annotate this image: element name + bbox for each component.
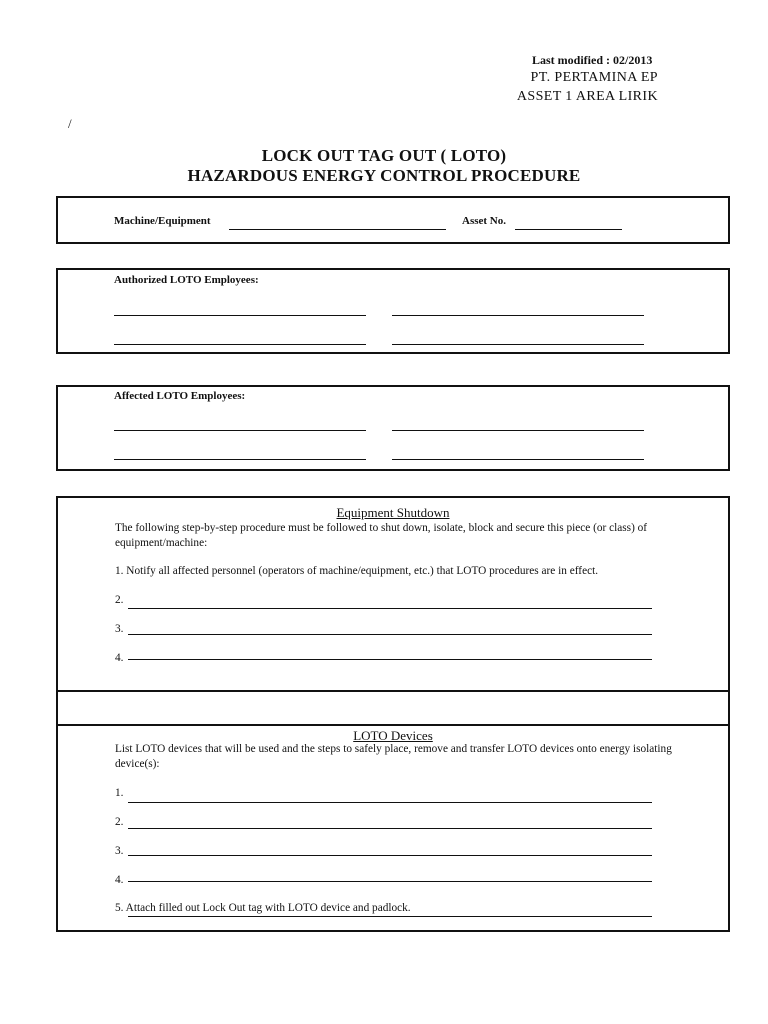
company-block <box>517 68 658 106</box>
device-step-5: 5. Attach filled out Lock Out tag with LOTO device and padlock. <box>115 902 411 914</box>
company-name: PT. PERTAMINA EP <box>530 70 658 85</box>
shutdown-step-2-field[interactable] <box>128 608 652 609</box>
loto-devices-intro: List LOTO devices that will be used and the steps to safely place, remove and transfer LOTO devices onto energy isolating device(s): <box>115 743 672 770</box>
equipment-box <box>56 196 730 244</box>
shutdown-step-3-field[interactable] <box>128 634 652 635</box>
authorized-employees-box <box>56 268 730 354</box>
machine-equipment-label: Machine/Equipment <box>114 215 211 227</box>
shutdown-step-2: 2. <box>115 594 124 606</box>
device-step-4-field[interactable] <box>128 881 652 882</box>
device-step-5-underline <box>128 916 652 917</box>
shutdown-step-3: 3. <box>115 623 124 635</box>
affected-employee-field-3[interactable] <box>114 459 366 460</box>
affected-employees-label: Affected LOTO Employees: <box>114 390 246 402</box>
affected-employee-field-1[interactable] <box>114 430 366 431</box>
asset-no-field[interactable] <box>515 229 622 230</box>
device-step-3-field[interactable] <box>128 855 652 856</box>
authorized-employee-field-2[interactable] <box>392 315 644 316</box>
slash-mark: / <box>68 116 72 131</box>
device-step-1: 1. <box>115 787 124 799</box>
device-step-2-field[interactable] <box>128 828 652 829</box>
loto-devices-box <box>56 724 730 932</box>
loto-devices-title: LOTO Devices <box>353 728 433 743</box>
shutdown-step-1: 1. Notify all affected personnel (operators of machine/equipment, etc.) that LOTO procedures are in effect. <box>115 565 599 577</box>
machine-equipment-field[interactable] <box>229 229 446 230</box>
authorized-employee-field-3[interactable] <box>114 344 366 345</box>
company-area: ASSET 1 AREA LIRIK <box>516 89 658 104</box>
device-step-4: 4. <box>115 874 124 886</box>
spacer-box <box>56 690 730 726</box>
affected-employees-box <box>56 385 730 471</box>
title-line-2: HAZARDOUS ENERGY CONTROL PROCEDURE <box>187 166 581 185</box>
title-line-1: LOCK OUT TAG OUT ( LOTO) <box>261 146 507 165</box>
affected-employee-field-4[interactable] <box>392 459 644 460</box>
shutdown-step-4-field[interactable] <box>128 659 652 660</box>
device-step-2: 2. <box>115 816 124 828</box>
equipment-shutdown-intro: The following step-by-step procedure must be followed to shut down, isolate, block and secure this piece (or class) of equipment/machine: <box>115 522 648 549</box>
authorized-employees-label: Authorized LOTO Employees: <box>114 274 259 286</box>
equipment-shutdown-title: Equipment Shutdown <box>336 505 450 520</box>
asset-no-label: Asset No. <box>462 215 506 227</box>
device-step-3: 3. <box>115 845 124 857</box>
equipment-shutdown-box <box>56 496 730 692</box>
authorized-employee-field-4[interactable] <box>392 344 644 345</box>
authorized-employee-field-1[interactable] <box>114 315 366 316</box>
last-modified: Last modified : 02/2013 <box>532 53 653 67</box>
shutdown-step-4: 4. <box>115 652 124 664</box>
affected-employee-field-2[interactable] <box>392 430 644 431</box>
device-step-1-field[interactable] <box>128 802 652 803</box>
